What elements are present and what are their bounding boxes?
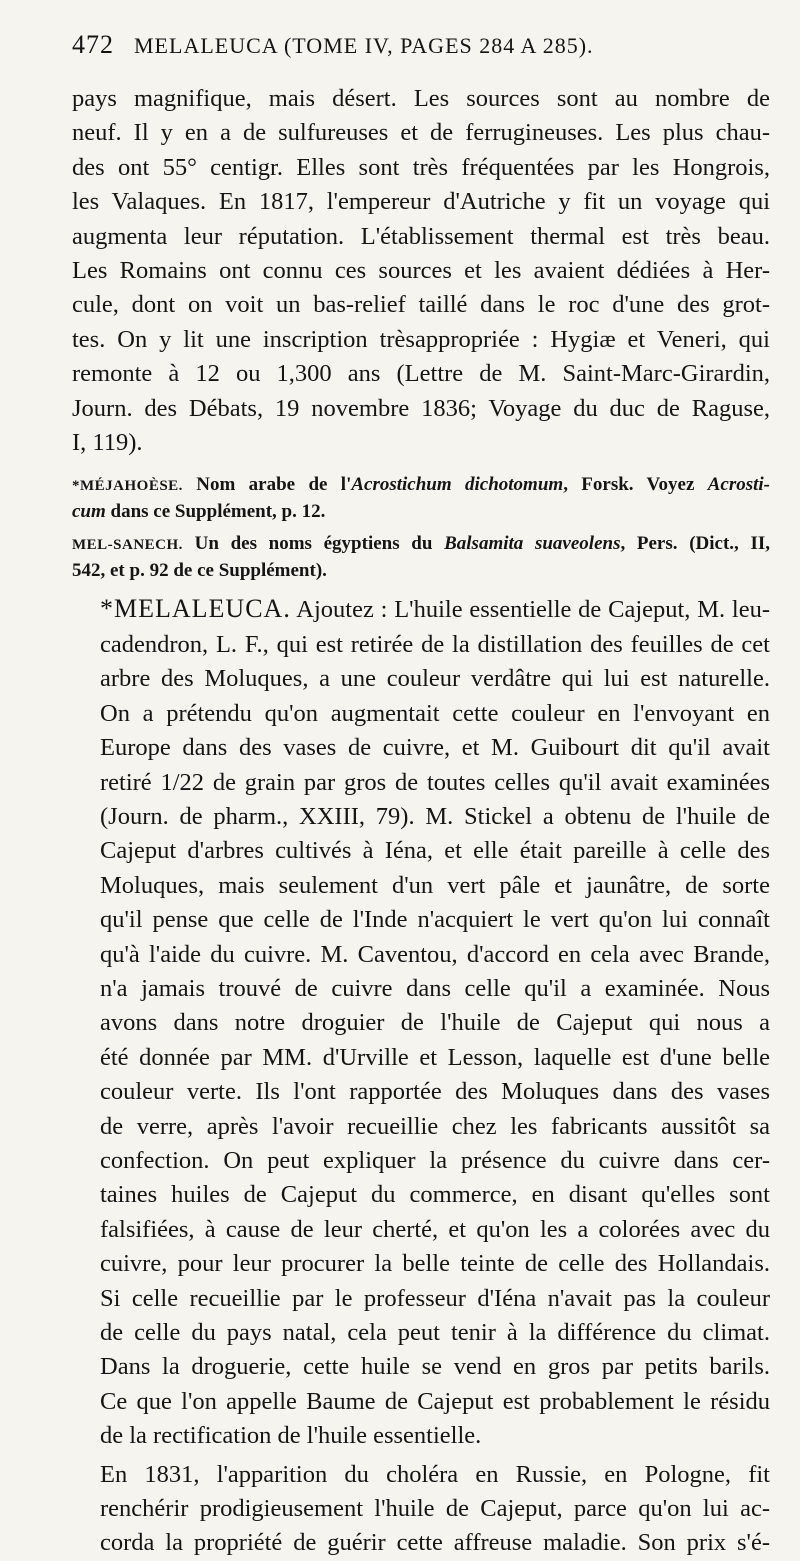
melaleuca-article <box>72 592 770 1453</box>
text-line: retiré 1/22 de grain par gros de toutes celles qu'il avait examinées <box>100 768 770 796</box>
text-line: pays magnifique, mais désert. Les sources sont au nombre de <box>72 85 770 112</box>
note-headword: MEL-SANECH. <box>72 537 183 554</box>
page-number: 472 <box>72 30 114 59</box>
text-line: (Journ. de pharm., XXIII, 79). M. Stickel a obtenu de l'huile de <box>100 802 770 830</box>
text-line: cuivre, pour leur procurer la belle teinte de celle des Hollandais. <box>100 1250 770 1278</box>
note-line: 542, et p. 92 de ce Supplément). <box>72 560 327 582</box>
text-line: avons dans notre droguier de l'huile de Cajeput qui nous a <box>100 1009 770 1037</box>
text-line: confection. On peut expliquer la présence du cuivre dans cer- <box>100 1146 770 1174</box>
entry-title: *MELALEUCA. <box>100 594 291 624</box>
text-line: renchérir prodigieusement l'huile de Cajeput, parce qu'on lui ac- <box>100 1495 770 1523</box>
intro-paragraph <box>72 82 770 460</box>
text-line: Les Romains ont connu ces sources et les avaient dédiées à Her- <box>72 257 770 285</box>
note-headword: *MÉJAHOÈSE. <box>72 478 183 495</box>
text-line: tes. On y lit une inscription trèsappropriée : Hygiæ et Veneri, qui <box>72 325 770 353</box>
note-line: *MÉJAHOÈSE. Nom arabe de l'Acrostichum dichotomum, Forsk. Voyez Acrosti- <box>72 474 770 496</box>
text-line: des ont 55° centigr. Elles sont très fréquentées par les Hongrois, <box>72 153 770 181</box>
text-line: neuf. Il y en a de sulfureuses et de ferrugineuses. Les plus chau- <box>72 119 770 147</box>
text-line: cadendron, L. F., qui est retirée de la distillation des feuilles de cet <box>100 630 770 658</box>
text-line: On a prétendu qu'on augmentait cette couleur en l'envoyant en <box>100 699 770 727</box>
text-line: *MELALEUCA. Ajoutez : L'huile essentielle de Cajeput, M. leu- <box>100 594 770 624</box>
text-line: arbre des Moluques, a une couleur verdâtre qui lui est naturelle. <box>100 665 770 693</box>
species-name: Acrostichum dichotomum <box>351 474 564 496</box>
text-line: falsifiées, à cause de leur cherté, et qu'on les a colorées avec du <box>100 1215 770 1243</box>
text-line: Journ. des Débats, 19 novembre 1836; Voyage du duc de Raguse, <box>72 394 770 422</box>
species-name: Balsamita suaveolens <box>444 533 621 555</box>
text-line: I, 119). <box>72 429 143 457</box>
text-line: couleur verte. Ils l'ont rapportée des Moluques dans des vases <box>100 1078 770 1106</box>
text-line: Si celle recueillie par le professeur d'Iéna n'avait pas la couleur <box>100 1284 770 1312</box>
text-line: n'a jamais trouvé de cuivre dans celle qu'il a examinée. Nous <box>100 974 770 1002</box>
text-line: Cajeput d'arbres cultivés à Iéna, et elle était pareille à celle des <box>100 837 770 865</box>
text-line: de la rectification de l'huile essentielle. <box>100 1422 482 1450</box>
note-line: MEL-SANECH. Un des noms égyptiens du Balsamita suaveolens, Pers. (Dict., II, <box>72 533 770 555</box>
text-line: Dans la droguerie, cette huile se vend en gros par petits barils. <box>100 1353 770 1381</box>
text-line: corda la propriété de guérir cette affreuse maladie. Son prix s'é- <box>100 1529 770 1557</box>
note-mejahoese <box>72 472 770 525</box>
note-mel-sanech <box>72 531 770 584</box>
text-line: été donnée par MM. d'Urville et Lesson, laquelle est d'une belle <box>100 1043 770 1071</box>
text-line: cule, dont on voit un bas-relief taillé dans le roc d'une des grot- <box>72 291 770 319</box>
note-line: cum dans ce Supplément, p. 12. <box>72 501 326 523</box>
text-line: de verre, après l'avoir recueillie chez les fabricants aussitôt sa <box>100 1112 770 1140</box>
cholera-paragraph <box>72 1458 770 1561</box>
text-line: de celle du pays natal, cela peut tenir à la différence du climat. <box>100 1319 770 1346</box>
text-line: les Valaques. En 1817, l'empereur d'Autriche y fit un voyage qui <box>72 188 770 216</box>
text-line: augmenta leur réputation. L'établissement thermal est très beau. <box>72 222 770 250</box>
text-line: remonte à 12 ou 1,300 ans (Lettre de M. Saint-Marc-Girardin, <box>72 360 770 388</box>
running-title: MELALEUCA (TOME IV, PAGES 284 A 285). <box>134 33 594 58</box>
text-line: Ce que l'on appelle Baume de Cajeput est probablement le résidu <box>100 1387 770 1415</box>
running-header <box>72 30 770 82</box>
text-line: En 1831, l'apparition du choléra en Russie, en Pologne, fit <box>100 1460 770 1488</box>
text-line: Moluques, mais seulement d'un vert pâle et jaunâtre, de sorte <box>100 871 770 899</box>
text-line: qu'à l'aide du cuivre. M. Caventou, d'accord en cela avec Brande, <box>100 940 770 968</box>
text-line: taines huiles de Cajeput du commerce, en disant qu'elles sont <box>100 1181 770 1209</box>
text-line: Europe dans des vases de cuivre, et M. Guibourt dit qu'il avait <box>100 734 770 762</box>
text-line: qu'il pense que celle de l'Inde n'acquiert le vert qu'on lui connaît <box>100 906 770 934</box>
